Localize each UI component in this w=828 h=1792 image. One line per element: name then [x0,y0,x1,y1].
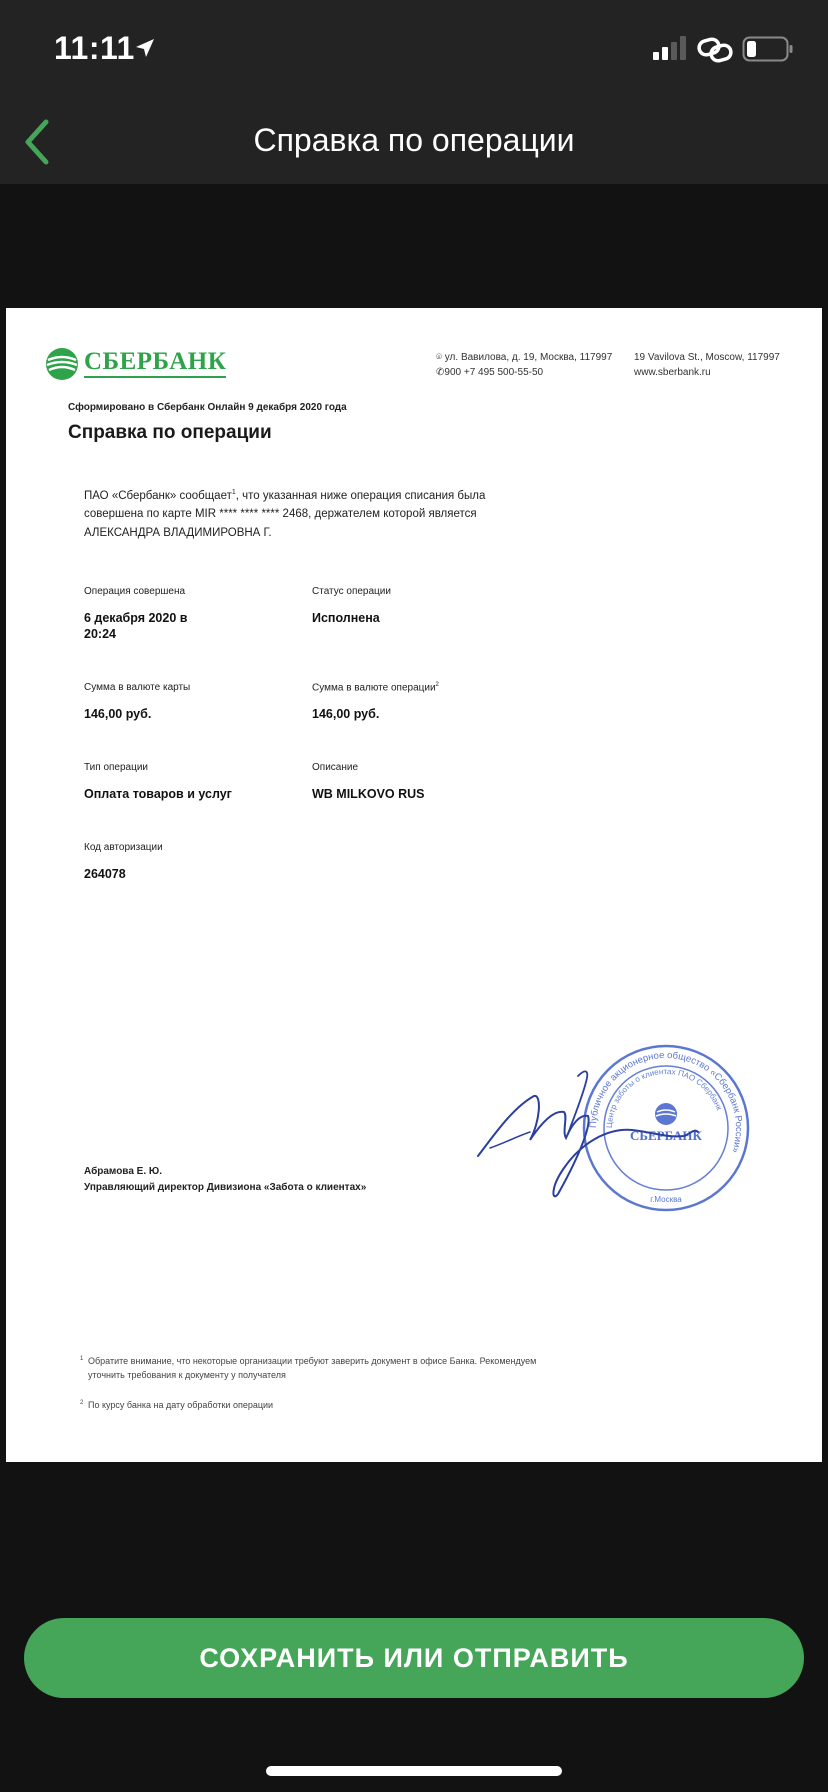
nav-bar [0,100,828,184]
save-or-send-button[interactable]: СОХРАНИТЬ ИЛИ ОТПРАВИТЬ [24,1618,804,1698]
svg-text:Центр заботы о клиентах ПАО Сб: Центр заботы о клиентах ПАО Сбербанк [604,1066,724,1129]
address-ru-line2: ✆900 +7 495 500-55-50 [436,367,544,378]
document-preview [6,308,822,1462]
description-label: Описание [312,762,359,773]
auth-code-value: 264078 [84,867,126,881]
signer-position: Управляющий директор Дивизиона «Забота о клиентах» [84,1182,367,1193]
op-type-value: Оплата товаров и услуг [84,787,232,801]
home-indicator[interactable] [266,1766,562,1776]
sberbank-logo [44,346,227,386]
signature-image [472,1052,712,1202]
op-done-value: 6 декабря 2020 в 20:24 [84,611,188,641]
website-link: www.sberbank.ru [634,367,711,378]
op-amount-value: 146,00 руб. [312,707,380,721]
signer-name: Абрамова Е. Ю. [84,1166,162,1177]
op-amount-label: Сумма в валюте операции$^2$ [312,682,439,694]
card-amount-label: Сумма в валюте карты [84,682,191,693]
cellular-signal-icon [651,36,689,60]
status-bar [0,0,828,100]
intro-text: ПАО «Сбербанк» сообщает$^1$, что указанная ниже операция списания была совершена по карте MIR **** **** **** 2468, держателем которой является АЛЕКСАНДРА ВЛАДИМИРОВНА Г. [84,489,486,539]
sberbank-logo-icon [44,346,80,382]
address-ru [436,350,612,380]
svg-text:г.Москва: г.Москва [650,1195,682,1204]
address-en [634,350,780,380]
signer-block [84,1164,366,1196]
status-value: Исполнена [312,611,380,625]
formed-date: Сформировано в Сбербанк Онлайн 9 декабря 2020 года [68,402,347,413]
status-label: Статус операции [312,586,391,597]
footnote-1: 1 Обратите внимание, что некоторые организации требуют заверить документ в офисе Банка. Рекомендуем уточнить требования к документу у получателя [80,1356,537,1380]
location-arrow-icon [133,36,157,60]
link-icon [696,36,734,64]
page-title: Справка по операции [253,122,575,158]
address-ru-line1: ⌾ ул. Вавилова, д. 19, Москва, 117997 [436,352,613,363]
document-title: Справка по операции [68,422,272,443]
card-amount-value: 146,00 руб. [84,707,152,721]
footnote-2: 2 По курсу банка на дату обработки операции [80,1400,274,1410]
op-done-label: Операция совершена [84,586,186,597]
address-en-line1: 19 Vavilova St., Moscow, 117997 [634,352,780,363]
op-type-label: Тип операции [84,762,149,773]
logo-text: СБЕРБАНК [84,348,226,378]
description-value: WB MILKOVO RUS [312,787,425,801]
phone-icon: ✆ [436,367,445,378]
pin-icon: ⌾ [436,352,445,363]
status-time: 11:11 [54,30,135,66]
svg-text:Публичное акционерное общество: Публичное акционерное общество «Сбербанк России» [587,1049,745,1155]
battery-icon [742,36,794,62]
auth-code-label: Код авторизации [84,842,163,853]
svg-text:СБЕРБАНК: СБЕРБАНК [630,1128,702,1143]
